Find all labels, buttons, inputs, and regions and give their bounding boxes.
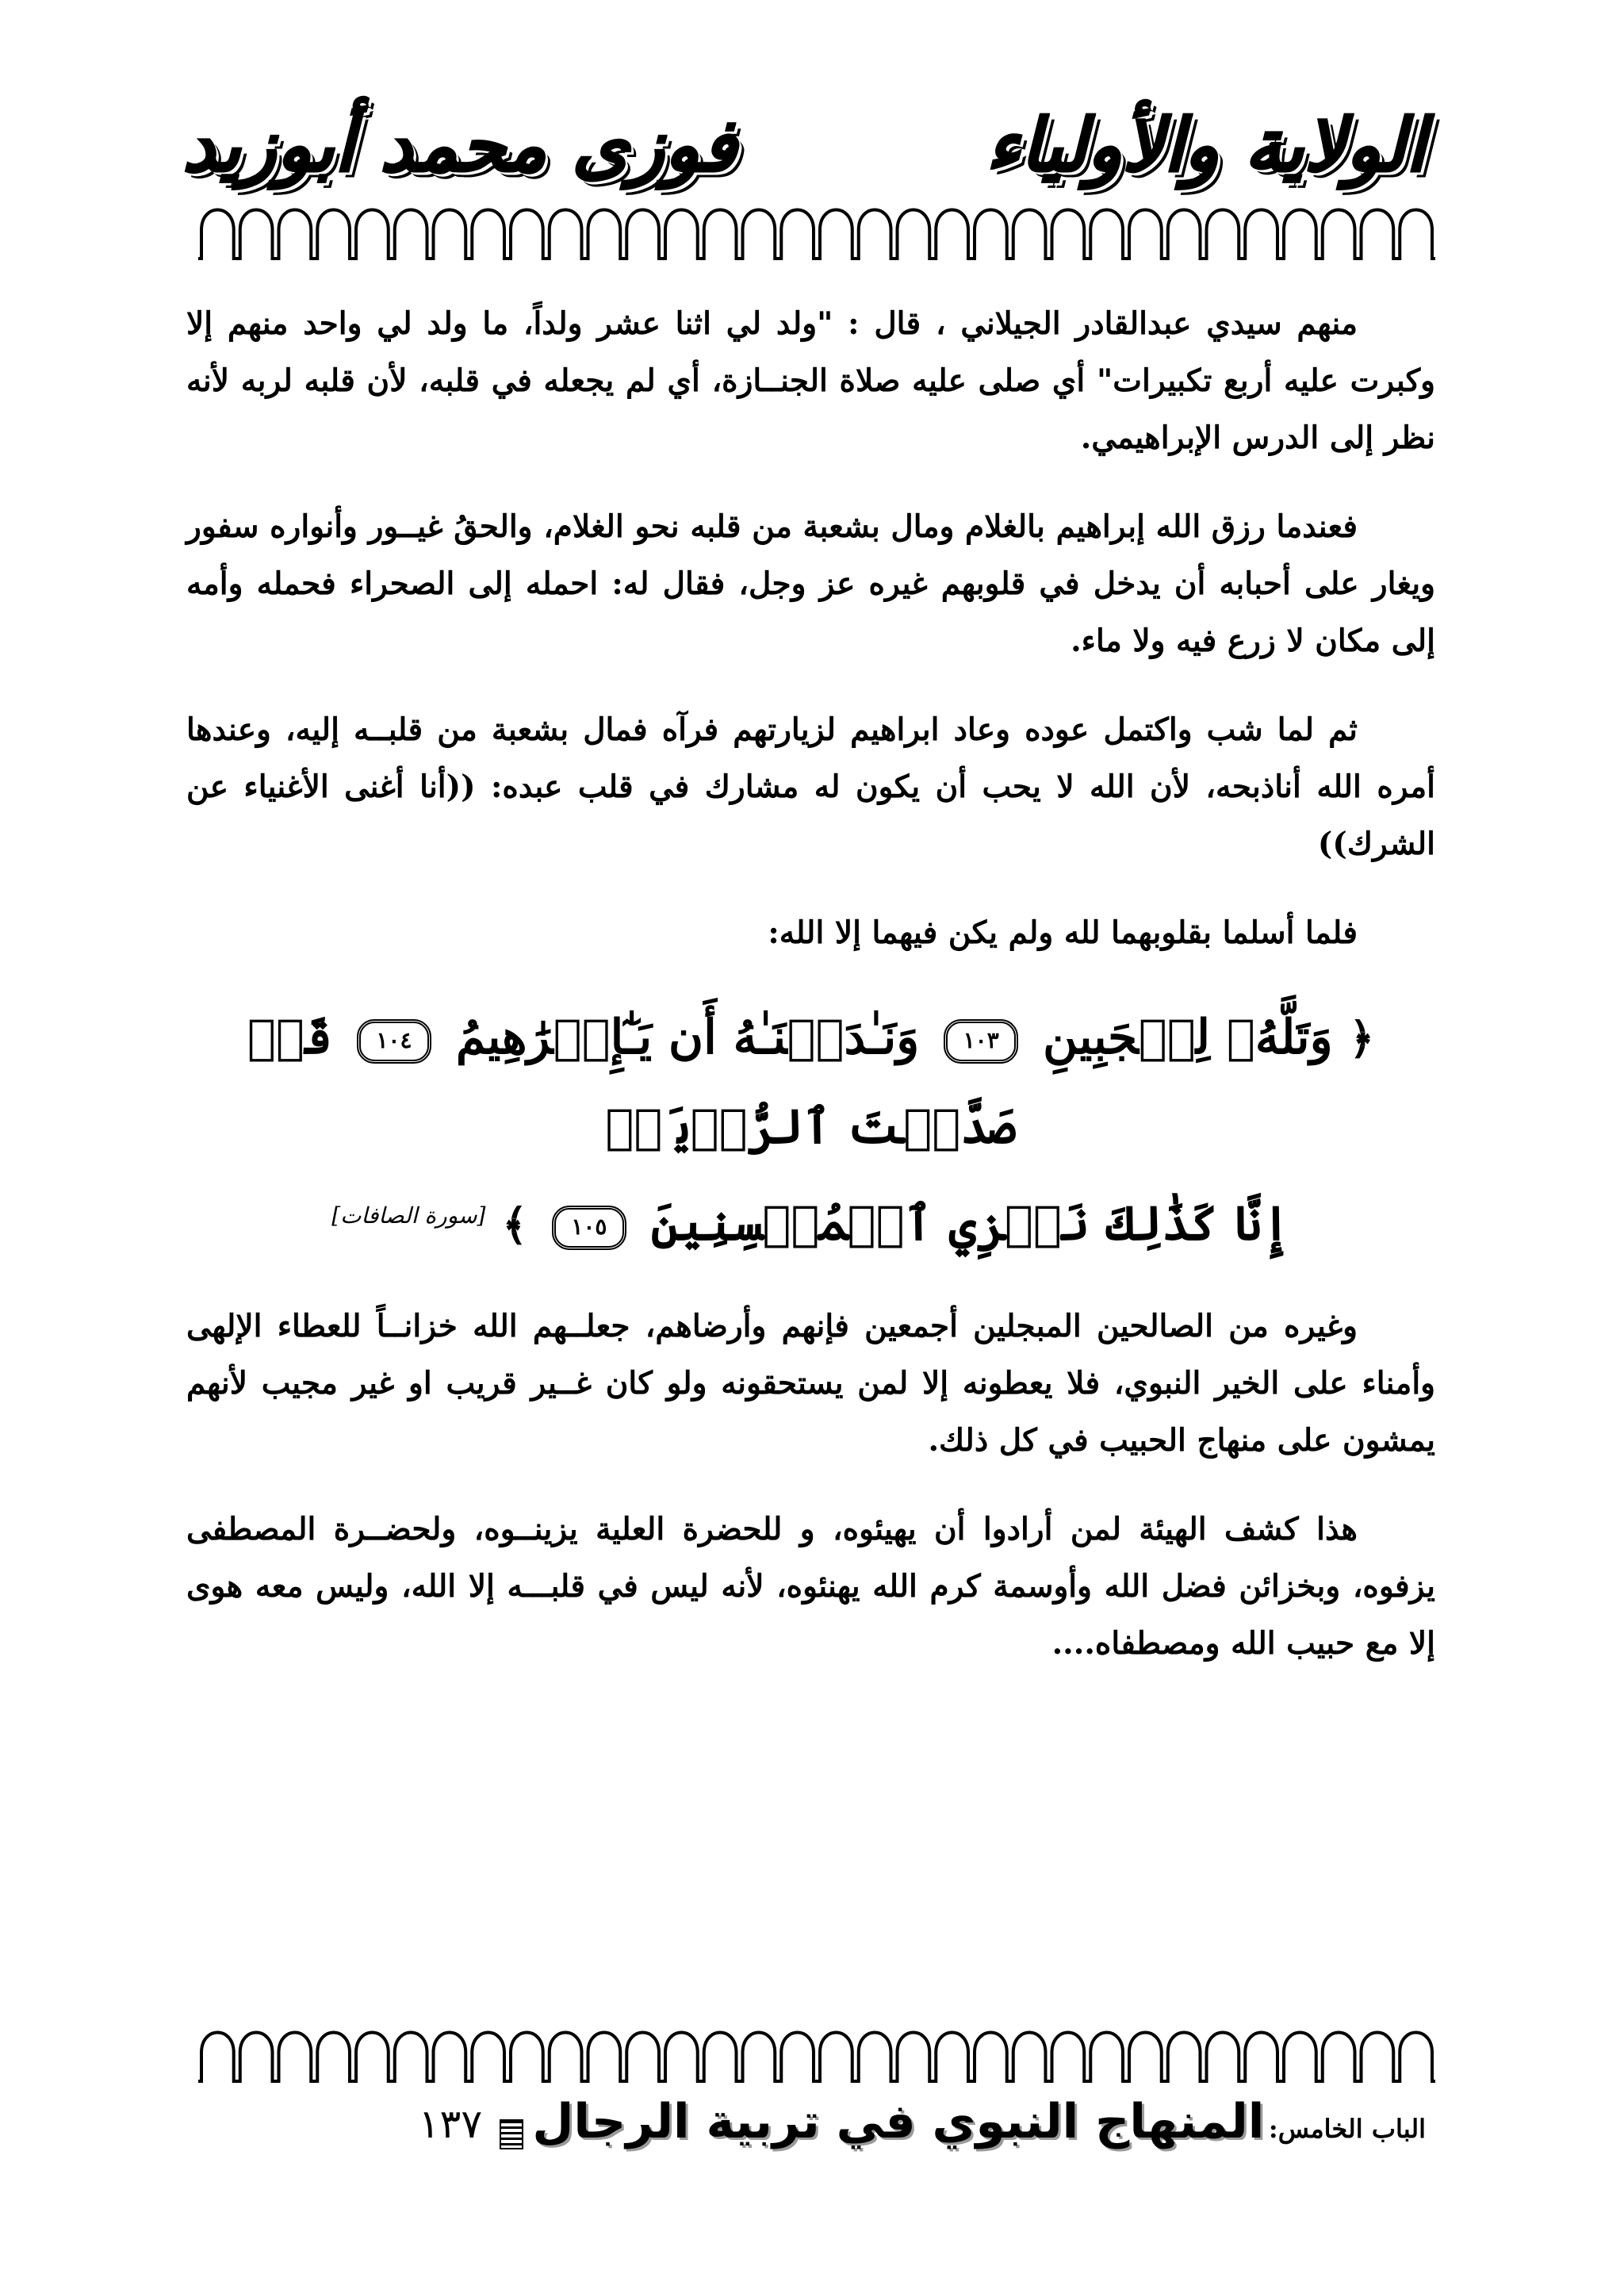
top-arch-border [198,198,1435,262]
ayah-number-marker: ١٠٣ [944,1019,1018,1064]
paragraph: فلما أسلما بقلوبهما لله ولم يكن فيهما إلا الله: [768,915,1358,951]
page-body [186,295,1435,1704]
chapter-label: الباب الخامس: [1268,2114,1426,2144]
chapter-marker-icon [500,2119,523,2149]
surah-reference: [سورة الصافات] [331,1202,486,1229]
chapter-title: المنهاج النبوي في تربية الرجال [532,2094,1265,2149]
verse-text: إِنَّا كَذَٰلِكَ نَجۡزِي ٱلۡمُحۡسِنِينَ [650,1196,1290,1252]
paragraph: فعندما رزق الله إبراهيم بالغلام ومال بشعبة من قلبه نحو الغلام، والحقُ غيــور وأنواره سفور ويغار على أحبابه أن يدخل في قلوبهم غيره عز وجل، فقال له: احمله إلى الصحراء فحمله وأمه إلى مكان لا زرع فيه ولا ماء. [186,508,1435,659]
verse-close-bracket: ﴾ [502,1199,527,1250]
paragraph: وغيره من الصالحين المبجلين أجمعين فإنهم وأرضاهم، جعلــهم الله خزانــاً للعطاء الإلهى وأمناء على الخير النبوي، فلا يعطونه إلا لمن يستحقونه ولو كان غــير قريب او غير مجيب لأنهم يمشون على منهاج الحبيب في كل ذلك. [186,1308,1435,1459]
author-name: فوزى محمد أبوزيد [182,102,737,188]
ayah-number-marker: ١٠٥ [552,1206,626,1250]
book-title: الولاية والأولياء [986,102,1426,188]
verse-open-bracket: ﴿ [1349,1013,1375,1064]
verse-line-2 [186,1171,1435,1269]
page-header [182,94,1426,197]
verse-text: قَدۡ صَدَّقۡتَ ٱلرُّءۡيَآۚ [247,1010,1017,1155]
verse-text: وَتَلَّهُۥ لِلۡجَبِينِ [1043,1010,1333,1065]
bottom-arch-border [198,2021,1435,2084]
ayah-number-marker: ١٠٤ [357,1019,431,1064]
verse-line-1 [186,993,1435,1171]
quran-verse [186,993,1435,1269]
verse-text: وَنَـٰدَيۡنَـٰهُ أَن يَـٰٓإِبۡرَٰهِيمُ [455,1010,920,1065]
paragraph: هذا كشف الهيئة لمن أرادوا أن يهيئوه، و للحضرة العلية يزينــوه، ولحضــرة المصطفى يزفوه، وبخزائن فضل الله وأوسمة كرم الله يهنئوه، لأنه ليس في قلبـــه إلا الله، وليس معه هوى إلا مع حبيب الله ومصطفاه.... [186,1511,1435,1662]
paragraph: منهم سيدي عبدالقادر الجيلاني ، قال : "ولد لي اثنا عشر ولداً، ما ولد لي واحد منهم إلا وكبرت عليه أربع تكبيرات" أي صلى عليه صلاة الجنــازة، أي لم يجعله في قلبه، لأن قلبه لربه لأنه نظر إلى الدرس الإبراهيمي. [186,305,1435,456]
page-number: ١٣٧ [418,2101,483,2147]
page-footer [301,2094,1426,2181]
paragraph: ثم لما شب واكتمل عوده وعاد ابراهيم لزيارتهم فرآه فمال بشعبة من قلبــه إليه، وعندها أمره الله أناذبحه، لأن الله لا يحب أن يكون له مشارك في قلب عبده: ((أنا أغنى الأغنياء عن الشرك)) [186,711,1435,862]
